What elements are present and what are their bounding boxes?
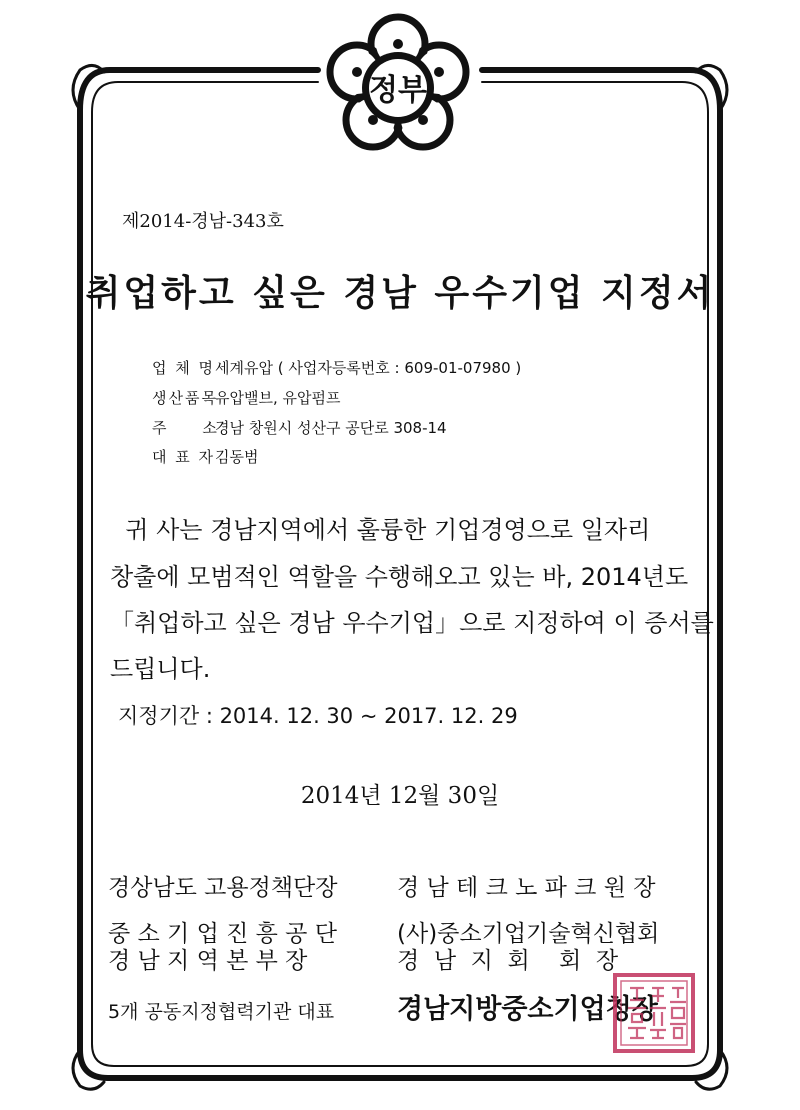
info-value-products: 유압밸브, 유압펌프 [215,389,341,407]
info-label-ceo: 대 표 자 [152,448,216,466]
info-label-products: 생산품목 [152,389,218,407]
government-emblem [323,10,473,165]
body-line-1: 귀 사는 경남지역에서 훌륭한 기업경영으로 일자리 [110,516,651,544]
org-innobiz-line1: (사)중소기업기술혁신협회 [397,921,660,947]
document-number: 제2014-경남-343호 [122,211,284,232]
info-label-address: 주 소 [152,419,219,437]
certificate-title: 취업하고 싶은 경남 우수기업 지정서 [85,273,715,314]
representative-label: 5개 공동지정협력기관 대표 [108,1001,335,1023]
org-innobiz-line2: 경 남 지 회 회 장 [397,948,619,974]
info-label-company: 업 체 명 [152,359,216,377]
body-line-4: 드립니다. [110,655,211,683]
emblem-text: 정부 [369,73,427,108]
official-seal-stamp [612,972,696,1054]
designation-period: 지정기간 : 2014. 12. 30 ~ 2017. 12. 29 [118,704,518,728]
org-sbc-line1: 중 소 기 업 진 흥 공 단 [108,921,337,947]
info-value-address: 경남 창원시 성산구 공단로 308-14 [215,419,447,437]
org-gyeongnam-employment: 경상남도 고용정책단장 [108,875,338,901]
body-line-3: 「취업하고 싶은 경남 우수기업」으로 지정하여 이 증서를 [110,609,714,637]
info-value-ceo: 김동범 [215,448,259,466]
info-value-company: 세계유압 ( 사업자등록번호 : 609-01-07980 ) [215,359,522,377]
org-technopark: 경 남 테 크 노 파 크 원 장 [397,875,656,901]
org-sbc-line2: 경 남 지 역 본 부 장 [108,948,308,974]
body-line-2: 창출에 모범적인 역할을 수행해오고 있는 바, 2014년도 [110,563,689,591]
issuer-name: 경남지방중소기업청장 [397,994,658,1025]
issue-date: 2014년 12월 30일 [300,783,500,809]
